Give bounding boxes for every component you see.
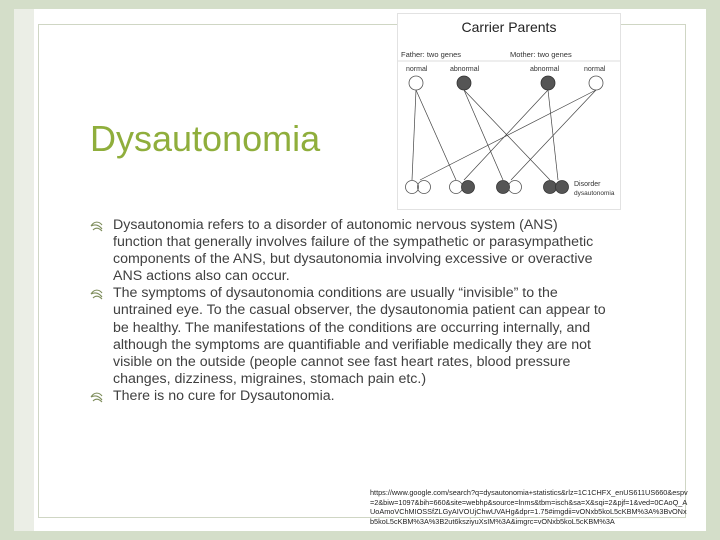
father-abnormal-label: abnormal — [450, 66, 480, 73]
bullet-text: The symptoms of dysautonomia conditions are usually “invisible” to the untrained eye. To the casual observer, the dysautonomia patient can appear to be healthy. The manifestations of the conditions are occurring internally, and although the symptoms are quantifiable and verifiable medically they are not visible on the outside (people cannot see fast heart rates, blood pressure changes, dizziness, migraines, stomach pain etc.) — [113, 285, 606, 387]
child-genes — [406, 181, 569, 194]
mother-normal-label: normal — [584, 66, 606, 73]
inheritance-lines — [412, 90, 596, 180]
bullet-text: There is no cure for Dysautonomia. — [113, 387, 335, 404]
father-normal-label: normal — [406, 66, 428, 73]
bullet-text: Dysautonomia refers to a disorder of autonomic nervous system (ANS) function that generally involves failure of the sympathetic or parasympathetic components of the ANS, but dysautonomia involving excessive or overactive ANS actions also can occur. — [113, 217, 594, 285]
diagram-title: Carrier Parents — [461, 19, 557, 35]
father-normal-gene — [409, 76, 423, 90]
mother-normal-gene — [589, 76, 603, 90]
source-url[interactable]: https://www.google.com/search?q=dysautonomia+statistics&rlz=1C1CHFX_enUS611US660&espv=2&biw=1097&bih=660&site=webhp&source=lnms&tbm=isch&sa=X&sqi=2&pjf=1&ved=0CAoQ_AUoAmoVChMIOSSfZLGyAIVOUjChwUVAHg&dpr=1.75#imgdii=vONxb5koL5cKBM%3A%3BvONxb5koL5cKBM%3A%3B2ut6ksziyuXsIM%3A&imgrc=vONxb5koL5cKBM%3A — [370, 488, 688, 526]
mother-label: Mother: two genes — [510, 50, 572, 59]
top-border-band — [0, 0, 720, 9]
disorder-sublabel: dysautonomia — [574, 190, 615, 197]
left-border-band — [0, 0, 14, 540]
disorder-label: Disorder — [574, 181, 601, 188]
father-label: Father: two genes — [401, 50, 462, 59]
bullet-item — [90, 388, 610, 405]
slide-title: Dysautonomia — [90, 118, 321, 159]
bottom-border-band — [0, 531, 720, 540]
father-abnormal-gene — [457, 76, 471, 90]
mother-abnormal-label: abnormal — [530, 66, 560, 73]
swirl-bullet-icon — [90, 391, 104, 403]
left-side-bar — [14, 9, 34, 531]
bullet-item — [90, 217, 610, 285]
bullet-list — [90, 217, 610, 405]
swirl-bullet-icon — [90, 220, 104, 232]
right-border-band — [706, 0, 720, 540]
inheritance-diagram — [397, 13, 621, 210]
swirl-bullet-icon — [90, 288, 104, 300]
mother-abnormal-gene — [541, 76, 555, 90]
bullet-item — [90, 285, 610, 388]
